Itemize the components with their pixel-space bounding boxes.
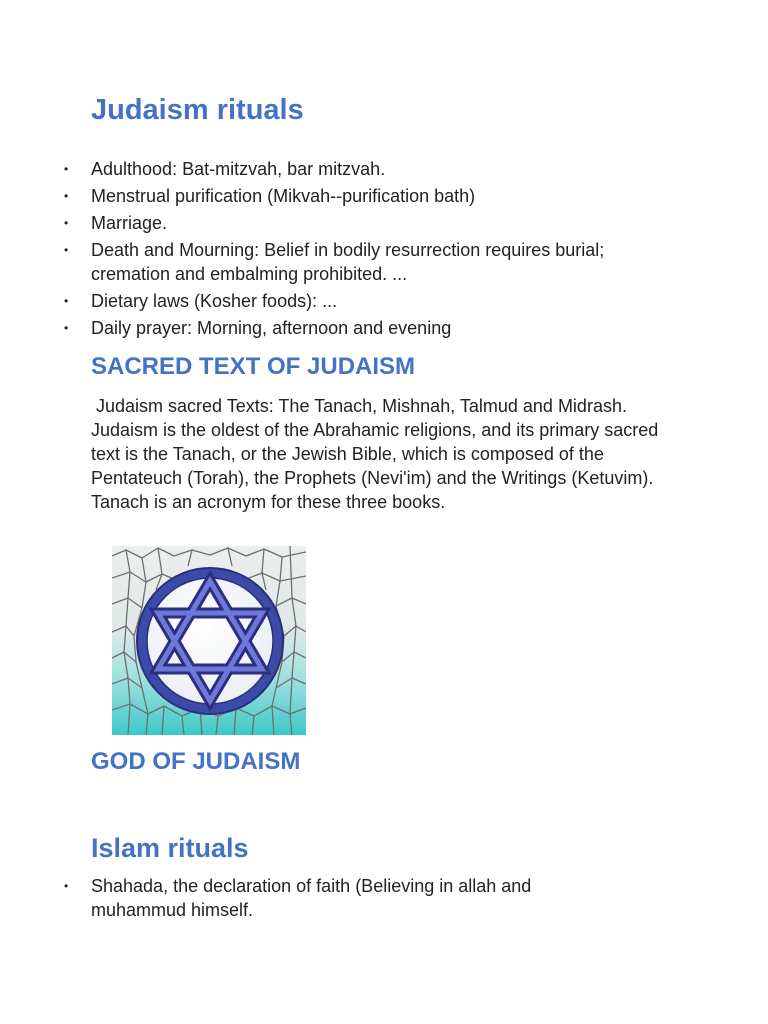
list-item [0,184,700,208]
islam-rituals-heading: Islam rituals [91,833,249,863]
list-item-text: Death and Mourning: Belief in bodily resurrection requires burial; cremation and embalming prohibited. ... [91,240,605,284]
list-item-text: Shahada, the declaration of faith (Believing in allah and muhammud himself. [91,876,532,920]
list-item-text: Adulthood: Bat-mitzvah, bar mitzvah. [91,159,386,179]
sacred-text-paragraph: Judaism sacred Texts: The Tanach, Mishnah, Talmud and Midrash. Judaism is the oldest of the Abrahamic religions, and its primary sacred text is the Tanach, or the Jewish Bible, which is composed of the Pentateuch (Torah), the Prophets (Nevi'im) and the Writings (Ketuvim). Tanach is an acronym for these three books. [91,396,664,512]
star-of-david-image [112,546,306,735]
bullet-icon: • [64,189,69,203]
bullet-icon: • [64,216,69,230]
bullet-icon: • [64,243,69,257]
list-item-text: Daily prayer: Morning, afternoon and evening [91,318,452,338]
star-of-david-icon [112,546,306,735]
bullet-icon: • [64,162,69,176]
god-of-judaism-heading: GOD OF JUDAISM [91,748,301,775]
judaism-rituals-list [0,157,700,343]
list-item [0,289,700,313]
bullet-icon: • [64,294,69,308]
judaism-rituals-heading: Judaism rituals [91,94,304,126]
list-item [0,211,700,235]
sacred-text-heading: SACRED TEXT OF JUDAISM [91,353,416,380]
bullet-icon: • [64,321,69,335]
list-item-text: Menstrual purification (Mikvah--purification bath) [91,186,476,206]
list-item [0,157,700,181]
list-item [0,316,700,340]
list-item [0,874,591,922]
list-item-text: Marriage. [91,213,168,233]
bullet-icon: • [64,879,69,893]
list-item-text: Dietary laws (Kosher foods): ... [91,291,338,311]
list-item [0,238,671,286]
islam-rituals-list [0,874,700,925]
